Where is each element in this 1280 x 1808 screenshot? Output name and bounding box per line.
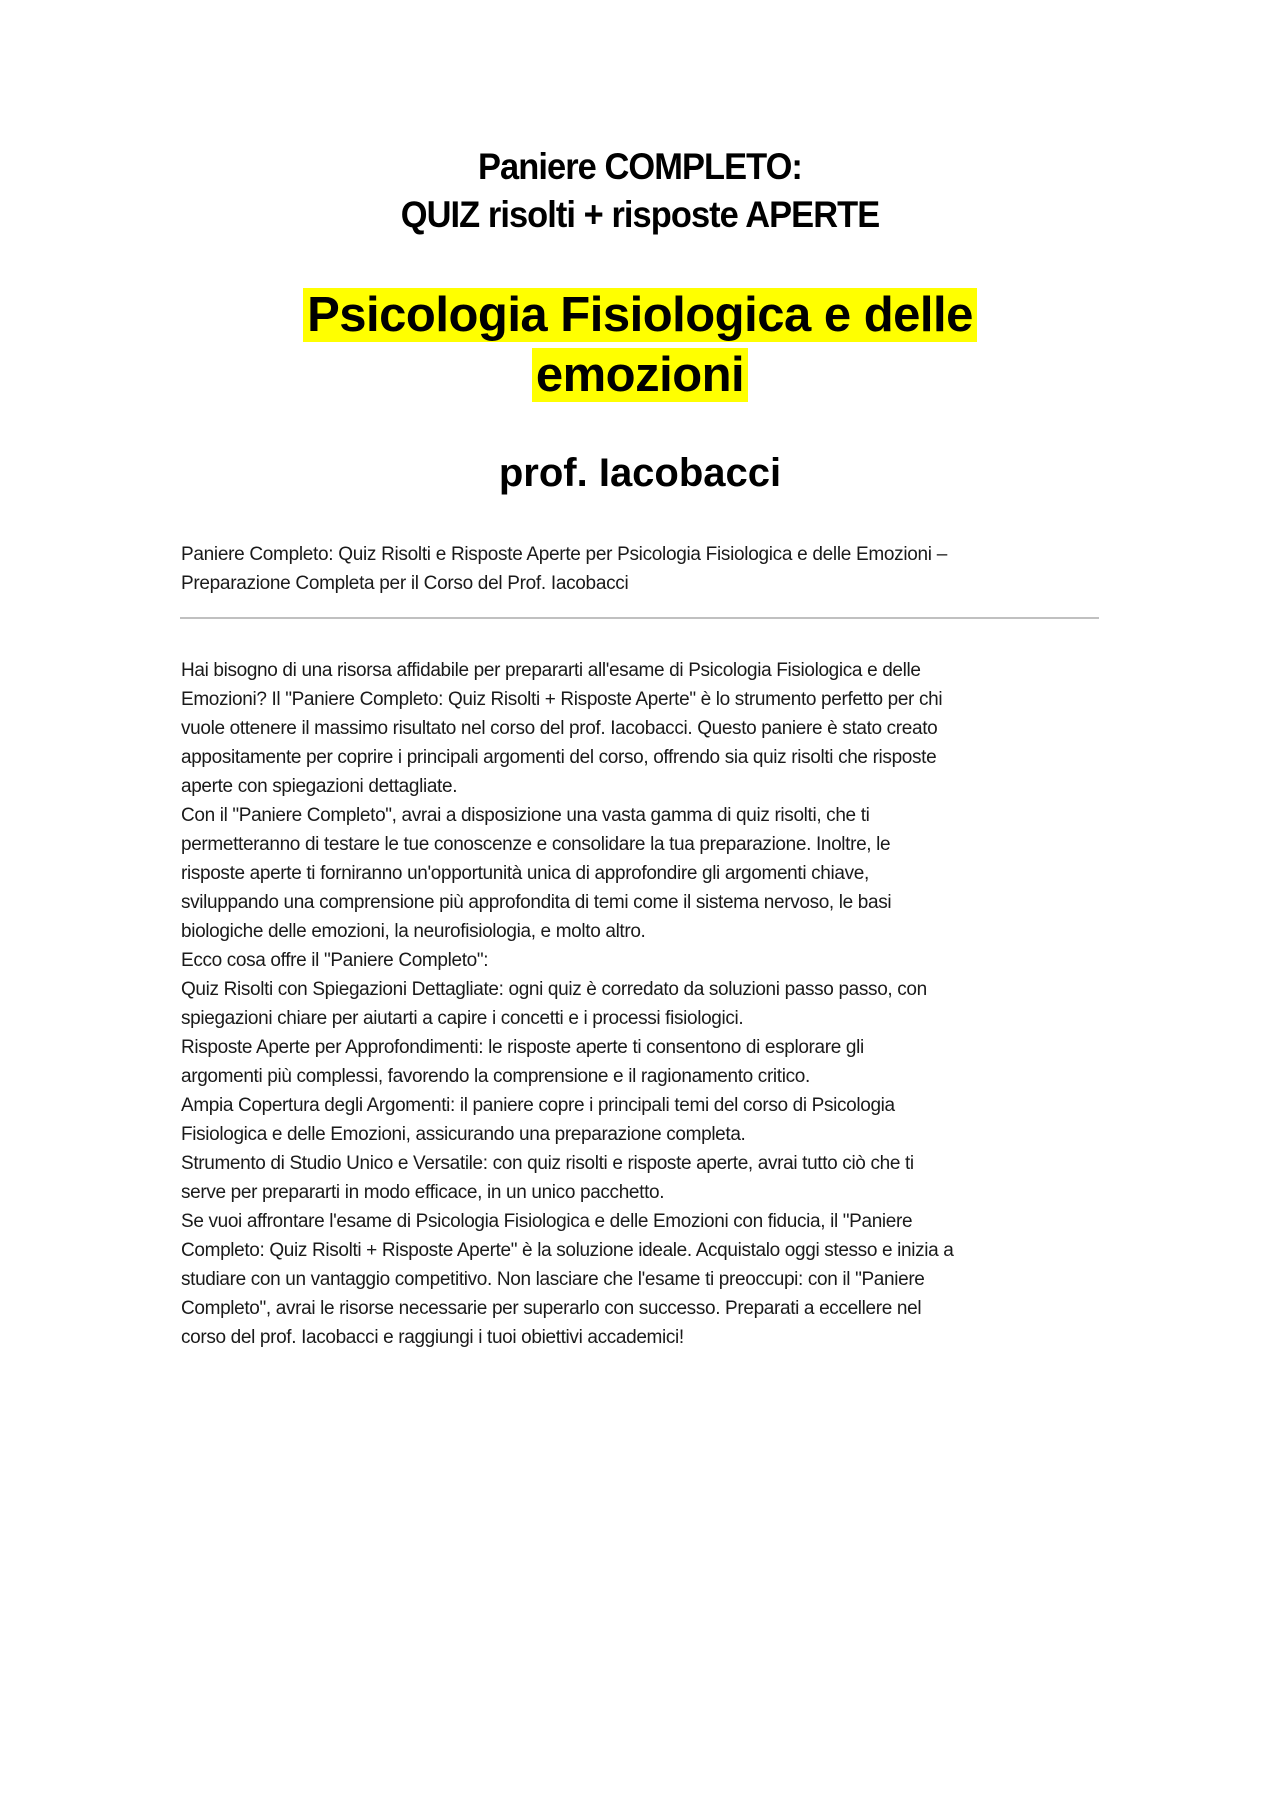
- body-line: studiare con un vantaggio competitivo. Non lasciare che l'esame ti preoccupi: con il "Paniere: [181, 1269, 925, 1290]
- body-line: biologiche delle emozioni, la neurofisiologia, e molto altro.: [181, 921, 646, 942]
- body-line: Fisiologica e delle Emozioni, assicurando una preparazione completa.: [181, 1124, 746, 1145]
- body-line: serve per prepararti in modo efficace, in un unico pacchetto.: [181, 1182, 665, 1203]
- subject-title-line-2: emozioni: [532, 348, 748, 402]
- body-line: risposte aperte ti forniranno un'opportunità unica di approfondire gli argomenti chiave,: [181, 863, 869, 884]
- body-line: Risposte Aperte per Approfondimenti: le risposte aperte ti consentono di esplorare gli: [181, 1037, 864, 1058]
- body-line: appositamente per coprire i principali argomenti del corso, offrendo sia quiz risolti che risposte: [181, 747, 937, 768]
- main-title-line-1: Paniere COMPLETO:: [478, 146, 802, 187]
- summary-line: Paniere Completo: Quiz Risolti e Risposte Aperte per Psicologia Fisiologica e delle Emozioni –: [181, 544, 947, 565]
- main-title: [0, 143, 1280, 239]
- body-line: Strumento di Studio Unico e Versatile: con quiz risolti e risposte aperte, avrai tutto ciò che ti: [181, 1153, 914, 1174]
- body-line: Con il "Paniere Completo", avrai a disposizione una vasta gamma di quiz risolti, che ti: [181, 805, 870, 826]
- body-line: Completo: Quiz Risolti + Risposte Aperte" è la soluzione ideale. Acquistalo oggi stesso e inizia a: [181, 1240, 954, 1261]
- body-line: Hai bisogno di una risorsa affidabile per prepararti all'esame di Psicologia Fisiologica e delle: [181, 660, 921, 681]
- body-text: [181, 656, 1121, 1352]
- horizontal-divider: [180, 617, 1099, 619]
- body-line: argomenti più complessi, favorendo la comprensione e il ragionamento critico.: [181, 1066, 810, 1087]
- subject-title-line-1-wrap: [0, 285, 1280, 345]
- body-line: corso del prof. Iacobacci e raggiungi i tuoi obiettivi accademici!: [181, 1327, 684, 1348]
- body-line: Se vuoi affrontare l'esame di Psicologia Fisiologica e delle Emozioni con fiducia, il "Paniere: [181, 1211, 913, 1232]
- summary-paragraph: [181, 540, 1121, 598]
- subject-title-line-2-wrap: [0, 345, 1280, 405]
- body-line: vuole ottenere il massimo risultato nel corso del prof. Iacobacci. Questo paniere è stato creato: [181, 718, 938, 739]
- body-line: aperte con spiegazioni dettagliate.: [181, 776, 458, 797]
- subject-title-line-1: Psicologia Fisiologica e delle: [303, 288, 977, 342]
- body-line: Quiz Risolti con Spiegazioni Dettagliate: ogni quiz è corredato da soluzioni passo passo, con: [181, 979, 927, 1000]
- subject-title: [0, 285, 1280, 405]
- main-title-line-2: QUIZ risolti + risposte APERTE: [400, 194, 880, 235]
- body-line: spiegazioni chiare per aiutarti a capire i concetti e i processi fisiologici.: [181, 1008, 744, 1029]
- body-line: sviluppando una comprensione più approfondita di temi come il sistema nervoso, le basi: [181, 892, 892, 913]
- body-line: Completo", avrai le risorse necessarie per superarlo con successo. Preparati a eccellere nel: [181, 1298, 922, 1319]
- body-line: Ampia Copertura degli Argomenti: il paniere copre i principali temi del corso di Psicologia: [181, 1095, 895, 1116]
- body-line: permetteranno di testare le tue conoscenze e consolidare la tua preparazione. Inoltre, le: [181, 834, 891, 855]
- professor-heading: [0, 448, 1280, 498]
- body-line: Ecco cosa offre il "Paniere Completo":: [181, 950, 489, 971]
- professor-name: prof. Iacobacci: [498, 451, 782, 495]
- summary-line: Preparazione Completa per il Corso del Prof. Iacobacci: [181, 573, 629, 594]
- body-line: Emozioni? Il "Paniere Completo: Quiz Risolti + Risposte Aperte" è lo strumento perfetto per chi: [181, 689, 943, 710]
